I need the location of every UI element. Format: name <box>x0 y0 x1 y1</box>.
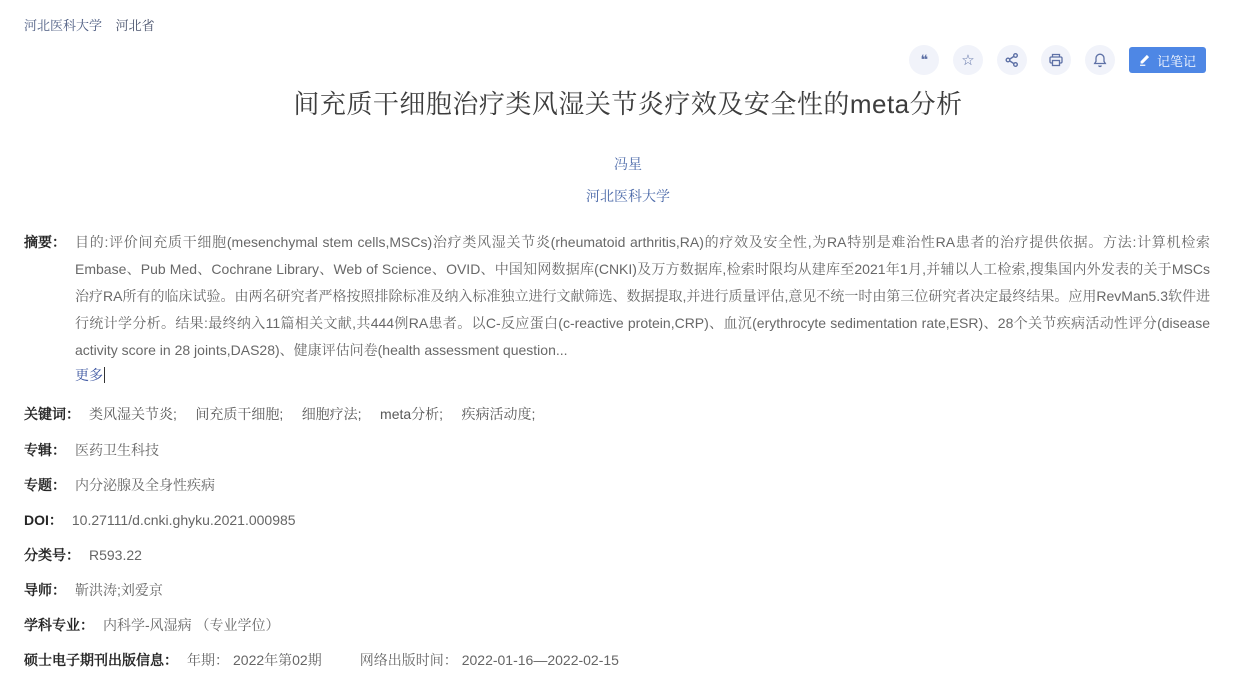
abstract-text: 目的:评价间充质干细胞(mesenchymal stem cells,MSCs)治疗类风湿关节炎(rheumatoid arthritis,RA)的疗效及安全性,为RA特别是难治性RA患者的治疗提供依据。方法:计算机检索Embase、Pub Med、Cochrane Library、Web of Science、OVID、中国知网数据库(CNKI)及万方数据库,检索时限均从建库至2021年1月,并辅以人工检索,搜集国内外发表的关于MSCs治疗RA所有的临床试验。由两名研究者严格按照排除标准及纳入标准独立进行文献筛选、数据提取,并进行质量评估,意见不统一时由第三位研究者决定最终结果。应用RevMan5.3软件进行统计学分析。结果:最终纳入11篇相关文献,共444例RA患者。以C-反应蛋白(c-reactive protein,CRP)、血沉(erythrocyte sedimentation rate,ESR)、28个关节疾病活动性评分(disease activity score in 28 joints,DAS28)、健康评估问卷(health assessment question... <box>75 234 1210 358</box>
abstract-label: 摘要： <box>24 234 66 250</box>
tutor-value: 靳洪涛;刘爱京 <box>75 582 163 598</box>
text-cursor <box>104 367 105 383</box>
author-link[interactable]: 冯星 <box>614 156 642 172</box>
classification-value: R593.22 <box>89 547 142 563</box>
keyword-link[interactable]: 细胞疗法; <box>301 406 362 422</box>
breadcrumb-province-link[interactable]: 河北省 <box>115 18 155 33</box>
major-row <box>24 615 1210 635</box>
album-label: 专辑： <box>24 442 66 458</box>
publication-row <box>24 650 1210 670</box>
abstract-section <box>24 229 1210 385</box>
star-icon: ☆ <box>961 50 975 69</box>
quote-icon: ❝ <box>920 52 928 68</box>
album-row <box>24 440 1210 460</box>
classification-label: 分类号： <box>24 547 80 563</box>
keywords-label: 关键词： <box>24 406 80 422</box>
publication-label: 硕士电子期刊出版信息： <box>24 652 178 668</box>
keyword-link[interactable]: 类风湿关节炎; <box>89 406 177 422</box>
keyword-link[interactable]: meta分析; <box>380 406 444 422</box>
topic-row <box>24 475 1210 495</box>
doi-value: 10.27111/d.cnki.ghyku.2021.000985 <box>71 512 296 528</box>
institution-link[interactable]: 河北医科大学 <box>586 188 670 204</box>
share-button[interactable] <box>997 45 1027 75</box>
breadcrumb-university-link[interactable]: 河北医科大学 <box>24 18 103 33</box>
doi-label: DOI： <box>24 512 63 528</box>
more-link[interactable]: 更多 <box>75 367 103 383</box>
major-label: 学科专业： <box>24 617 94 633</box>
album-value: 医药卫生科技 <box>75 442 159 458</box>
online-date-label: 网络出版时间： <box>359 652 458 668</box>
doi-row <box>24 510 1210 530</box>
keywords-row <box>24 404 1210 425</box>
bell-icon <box>1092 52 1108 68</box>
keyword-link[interactable]: 间充质干细胞; <box>195 406 284 422</box>
breadcrumb <box>0 0 1256 34</box>
cite-button[interactable] <box>909 45 939 75</box>
topic-label: 专题： <box>24 477 66 493</box>
keyword-link[interactable]: 疾病活动度; <box>461 406 536 422</box>
print-button[interactable] <box>1041 45 1071 75</box>
pencil-icon <box>1137 53 1151 67</box>
print-icon <box>1048 52 1064 68</box>
subscribe-button[interactable] <box>1085 45 1115 75</box>
tutor-label: 导师： <box>24 582 66 598</box>
keywords-list <box>89 404 549 425</box>
favorite-button[interactable] <box>953 45 983 75</box>
major-value: 内科学-风湿病 （专业学位） <box>103 617 280 633</box>
year-issue-label: 年期： <box>187 652 229 668</box>
share-icon <box>1004 52 1020 68</box>
take-note-label: 记笔记 <box>1156 53 1196 69</box>
classification-row <box>24 545 1210 565</box>
take-note-button[interactable] <box>1129 47 1206 73</box>
online-date-value: 2022-01-16—2022-02-15 <box>461 652 619 668</box>
topic-value: 内分泌腺及全身性疾病 <box>75 477 215 493</box>
paper-title: 间充质干细胞治疗类风湿关节炎疗效及安全性的meta分析 <box>293 89 963 119</box>
toolbar <box>909 45 1206 75</box>
year-issue-value: 2022年第02期 <box>233 652 322 668</box>
tutor-row <box>24 580 1210 600</box>
